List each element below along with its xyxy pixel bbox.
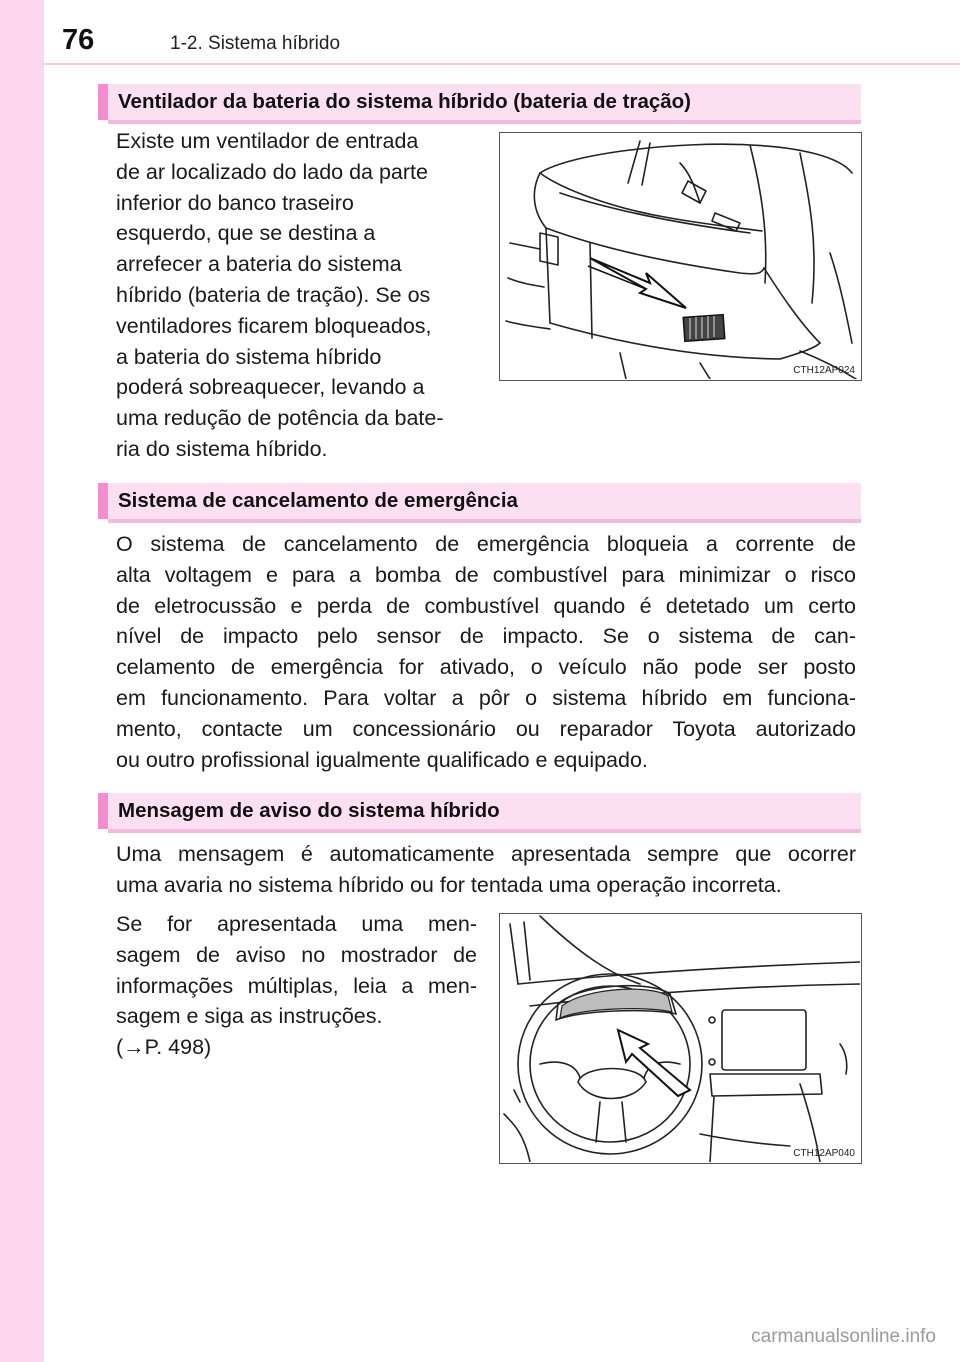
warning-message-intro bbox=[116, 839, 856, 901]
text-line: a bateria do sistema híbrido bbox=[116, 344, 382, 369]
watermark: carmanualsonline.info bbox=[751, 1326, 936, 1347]
text-line: alta voltagem e para a bomba de combustível para minimizar o risco bbox=[116, 562, 856, 587]
text-line: Existe um ventilador de entrada bbox=[116, 129, 419, 153]
rear-seat-drawing bbox=[500, 133, 860, 379]
text-line: ria do sistema híbrido. bbox=[116, 436, 328, 461]
running-head: 1-2. Sistema híbrido bbox=[170, 33, 341, 54]
text-line: sagem de aviso no mostrador de bbox=[116, 942, 477, 967]
text-line: uma avaria no sistema híbrido ou for tentada uma operação incorreta. bbox=[116, 872, 782, 897]
text-line: em funcionamento. Para voltar a pôr o sistema híbrido em funciona- bbox=[116, 685, 856, 710]
text-line: de eletrocussão e perda de combustível quando é detetado um certo bbox=[116, 593, 856, 618]
section-title: Sistema de cancelamento de emergência bbox=[118, 489, 518, 512]
section-heading-warning-message bbox=[98, 793, 861, 829]
text-line: Uma mensagem é automaticamente apresentada sempre que ocorrer bbox=[116, 842, 856, 866]
text-line: O sistema de cancelamento de emergência bloqueia a corrente de bbox=[116, 532, 856, 556]
text-line: arrefecer a bateria do sistema bbox=[116, 252, 402, 277]
air-intake-grille bbox=[683, 315, 725, 342]
section-title: Ventilador da bateria do sistema híbrido (bateria de tração) bbox=[118, 90, 692, 113]
header-rule bbox=[44, 63, 960, 65]
instrument-cluster-illustration bbox=[499, 913, 862, 1164]
figure-code: CTH12AP024 bbox=[793, 365, 855, 376]
text-line: inferior do banco traseiro bbox=[116, 190, 354, 215]
page-number: 76 bbox=[62, 24, 95, 56]
text-line: esquerdo, que se destina a bbox=[116, 221, 376, 246]
text-line: ou outro profissional igualmente qualificado e equipado. bbox=[116, 747, 648, 772]
text-line: nível de impacto pelo sensor de impacto. Se o sistema de can- bbox=[116, 624, 856, 649]
text-line: celamento de emergência for ativado, o veículo não pode ser posto bbox=[116, 655, 856, 680]
text-line: informações múltiplas, leia a men- bbox=[116, 973, 477, 998]
text-line: Se for apresentada uma men- bbox=[116, 912, 477, 936]
text-line: híbrido (bateria de tração). Se os bbox=[116, 282, 431, 307]
arrow-icon bbox=[588, 258, 686, 308]
dashboard-drawing bbox=[500, 914, 860, 1162]
section-heading-emergency-shutoff bbox=[98, 483, 861, 519]
warning-message-text bbox=[116, 909, 477, 1063]
section-heading-battery-fan bbox=[98, 84, 861, 120]
page-side-strip bbox=[0, 0, 44, 1362]
text-line: sagem e siga as instruções. bbox=[116, 1004, 383, 1029]
text-line: ventiladores ficarem bloqueados, bbox=[116, 313, 432, 338]
text-line: mento, contacte um concessionário ou reparador Toyota autorizado bbox=[116, 716, 856, 741]
emergency-shutoff-text bbox=[116, 529, 856, 775]
text-line: de ar localizado do lado da parte bbox=[116, 159, 428, 184]
figure-code: CTH12AP040 bbox=[793, 1148, 855, 1159]
text-line: uma redução de potência da bate- bbox=[116, 406, 444, 431]
battery-fan-text bbox=[116, 126, 477, 465]
section-title: Mensagem de aviso do sistema híbrido bbox=[118, 799, 500, 822]
page-reference: (→P. 498) bbox=[116, 1035, 212, 1060]
text-line: poderá sobreaquecer, levando a bbox=[116, 375, 425, 400]
rear-seat-vent-illustration bbox=[499, 132, 862, 381]
